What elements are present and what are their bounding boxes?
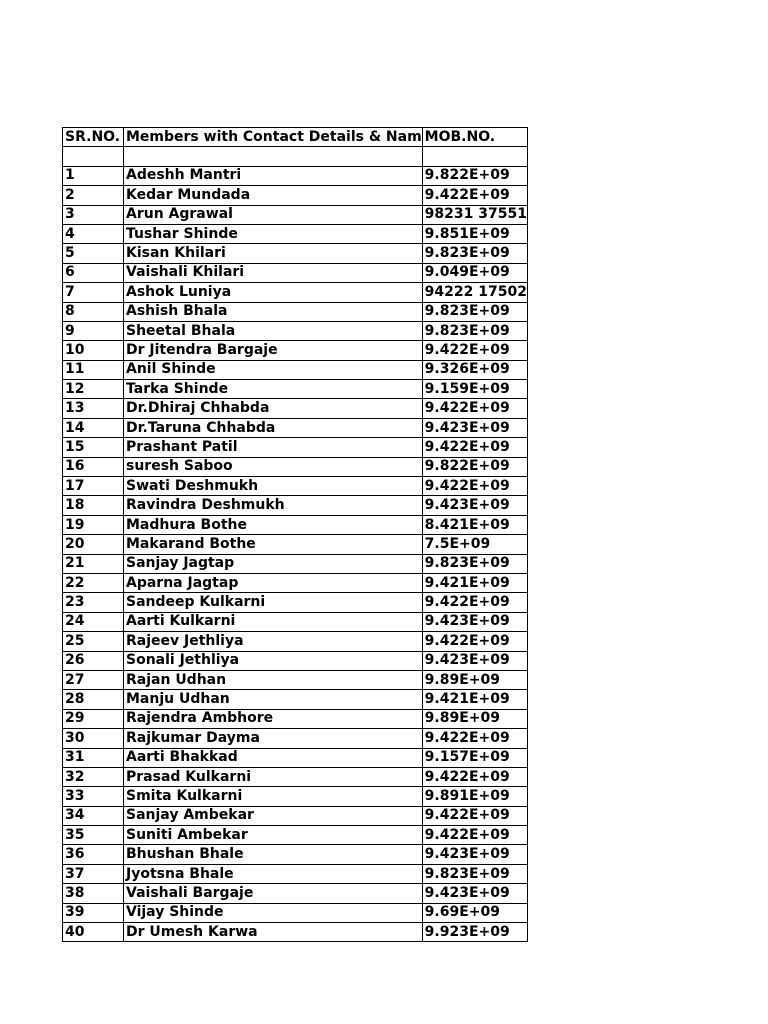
- table-row: [63, 418, 528, 437]
- mob-cell[interactable]: 9.423E+09: [422, 845, 527, 864]
- sr-cell[interactable]: 13: [63, 399, 124, 418]
- mob-cell[interactable]: 9.423E+09: [422, 884, 527, 903]
- mob-cell[interactable]: 9.823E+09: [422, 302, 527, 321]
- table-row: [63, 748, 528, 767]
- header-mob-no[interactable]: MOB.NO.: [422, 128, 527, 147]
- sr-cell[interactable]: 37: [63, 864, 124, 883]
- sr-cell[interactable]: 40: [63, 923, 124, 942]
- name-cell[interactable]: Kisan Khilari: [124, 244, 423, 263]
- name-cell[interactable]: Rajeev Jethliya: [124, 632, 423, 651]
- table-row: [63, 399, 528, 418]
- table-row: [63, 923, 528, 942]
- sr-cell[interactable]: 21: [63, 554, 124, 573]
- table-row: [63, 438, 528, 457]
- name-cell[interactable]: Ashok Luniya: [124, 283, 423, 302]
- table-row: [63, 360, 528, 379]
- sr-cell[interactable]: 2: [63, 186, 124, 205]
- mob-cell[interactable]: 9.422E+09: [422, 632, 527, 651]
- name-cell[interactable]: Rajendra Ambhore: [124, 709, 423, 728]
- member-contact-sheet: [62, 127, 528, 942]
- name-cell[interactable]: Aparna Jagtap: [124, 573, 423, 592]
- table-row: [63, 205, 528, 224]
- table-row: [63, 729, 528, 748]
- sr-cell[interactable]: 31: [63, 748, 124, 767]
- mob-cell[interactable]: 9.421E+09: [422, 690, 527, 709]
- mob-cell[interactable]: 7.5E+09: [422, 535, 527, 554]
- mob-cell[interactable]: 9.891E+09: [422, 787, 527, 806]
- table-row: [63, 496, 528, 515]
- table-row: [63, 903, 528, 922]
- table-row: [63, 477, 528, 496]
- table-row: [63, 283, 528, 302]
- table-row: [63, 302, 528, 321]
- table-row: [63, 224, 528, 243]
- name-cell[interactable]: Bhushan Bhale: [124, 845, 423, 864]
- table-row: [63, 554, 528, 573]
- table-row: [63, 186, 528, 205]
- sr-cell[interactable]: 29: [63, 709, 124, 728]
- table-row: [63, 612, 528, 631]
- mob-cell[interactable]: 9.923E+09: [422, 923, 527, 942]
- name-cell[interactable]: Anil Shinde: [124, 360, 423, 379]
- header-row: [63, 128, 528, 147]
- table-row: [63, 515, 528, 534]
- name-cell[interactable]: Smita Kulkarni: [124, 787, 423, 806]
- mob-cell[interactable]: 94222 17502: [422, 283, 527, 302]
- mob-cell[interactable]: 9.851E+09: [422, 224, 527, 243]
- table-row: [63, 380, 528, 399]
- sr-cell[interactable]: 16: [63, 457, 124, 476]
- table-row: [63, 787, 528, 806]
- sr-cell[interactable]: 12: [63, 380, 124, 399]
- mob-cell[interactable]: 9.423E+09: [422, 651, 527, 670]
- mob-cell[interactable]: 9.89E+09: [422, 670, 527, 689]
- table-row: [63, 341, 528, 360]
- mob-cell[interactable]: 9.421E+09: [422, 573, 527, 592]
- mob-cell[interactable]: 9.823E+09: [422, 321, 527, 340]
- table-row: [63, 864, 528, 883]
- header-members[interactable]: Members with Contact Details & Nam: [124, 128, 423, 147]
- sr-cell[interactable]: 3: [63, 205, 124, 224]
- name-cell[interactable]: Adeshh Mantri: [124, 166, 423, 185]
- name-cell[interactable]: Sanjay Jagtap: [124, 554, 423, 573]
- mob-cell[interactable]: 9.822E+09: [422, 166, 527, 185]
- empty-cell-members[interactable]: [124, 147, 423, 166]
- sr-cell[interactable]: 4: [63, 224, 124, 243]
- mob-cell[interactable]: 9.823E+09: [422, 244, 527, 263]
- mob-cell[interactable]: 9.157E+09: [422, 748, 527, 767]
- name-cell[interactable]: Sonali Jethliya: [124, 651, 423, 670]
- mob-cell[interactable]: 9.422E+09: [422, 341, 527, 360]
- sr-cell[interactable]: 17: [63, 477, 124, 496]
- sr-cell[interactable]: 1: [63, 166, 124, 185]
- mob-cell[interactable]: 9.89E+09: [422, 709, 527, 728]
- sr-cell[interactable]: 27: [63, 670, 124, 689]
- table-row: [63, 166, 528, 185]
- sr-cell[interactable]: 8: [63, 302, 124, 321]
- table-row: [63, 709, 528, 728]
- sr-cell[interactable]: 39: [63, 903, 124, 922]
- mob-cell[interactable]: 98231 37551: [422, 205, 527, 224]
- table-row: [63, 457, 528, 476]
- mob-cell[interactable]: 9.049E+09: [422, 263, 527, 282]
- mob-cell[interactable]: 9.422E+09: [422, 767, 527, 786]
- name-cell[interactable]: Ashish Bhala: [124, 302, 423, 321]
- name-cell[interactable]: Dr Jitendra Bargaje: [124, 341, 423, 360]
- sr-cell[interactable]: 30: [63, 729, 124, 748]
- name-cell[interactable]: Dr Umesh Karwa: [124, 923, 423, 942]
- sr-cell[interactable]: 20: [63, 535, 124, 554]
- name-cell[interactable]: Prasad Kulkarni: [124, 767, 423, 786]
- sr-cell[interactable]: 18: [63, 496, 124, 515]
- name-cell[interactable]: Aarti Bhakkad: [124, 748, 423, 767]
- table-row: [63, 767, 528, 786]
- sr-cell[interactable]: 38: [63, 884, 124, 903]
- sr-cell[interactable]: 25: [63, 632, 124, 651]
- name-cell[interactable]: Sandeep Kulkarni: [124, 593, 423, 612]
- mob-cell[interactable]: 9.422E+09: [422, 477, 527, 496]
- mob-cell[interactable]: 8.421E+09: [422, 515, 527, 534]
- name-cell[interactable]: Dr.Taruna Chhabda: [124, 418, 423, 437]
- member-table: [62, 127, 528, 942]
- table-row: [63, 263, 528, 282]
- name-cell[interactable]: Vaishali Khilari: [124, 263, 423, 282]
- sr-cell[interactable]: 9: [63, 321, 124, 340]
- name-cell[interactable]: Aarti Kulkarni: [124, 612, 423, 631]
- member-table-body: [63, 128, 528, 942]
- mob-cell[interactable]: 9.422E+09: [422, 593, 527, 612]
- table-row: [63, 535, 528, 554]
- mob-cell[interactable]: 9.823E+09: [422, 554, 527, 573]
- sr-cell[interactable]: 33: [63, 787, 124, 806]
- mob-cell[interactable]: 9.422E+09: [422, 806, 527, 825]
- name-cell[interactable]: Vijay Shinde: [124, 903, 423, 922]
- sr-cell[interactable]: 32: [63, 767, 124, 786]
- name-cell[interactable]: Sheetal Bhala: [124, 321, 423, 340]
- sr-cell[interactable]: 36: [63, 845, 124, 864]
- name-cell[interactable]: suresh Saboo: [124, 457, 423, 476]
- sr-cell[interactable]: 35: [63, 826, 124, 845]
- empty-row: [63, 147, 528, 166]
- name-cell[interactable]: Kedar Mundada: [124, 186, 423, 205]
- name-cell[interactable]: Tarka Shinde: [124, 380, 423, 399]
- sr-cell[interactable]: 5: [63, 244, 124, 263]
- name-cell[interactable]: Madhura Bothe: [124, 515, 423, 534]
- name-cell[interactable]: Rajan Udhan: [124, 670, 423, 689]
- mob-cell[interactable]: 9.423E+09: [422, 418, 527, 437]
- table-row: [63, 573, 528, 592]
- name-cell[interactable]: Tushar Shinde: [124, 224, 423, 243]
- sr-cell[interactable]: 24: [63, 612, 124, 631]
- name-cell[interactable]: Arun Agrawal: [124, 205, 423, 224]
- mob-cell[interactable]: 9.823E+09: [422, 864, 527, 883]
- empty-cell-mob[interactable]: [422, 147, 527, 166]
- table-row: [63, 670, 528, 689]
- mob-cell[interactable]: 9.69E+09: [422, 903, 527, 922]
- empty-cell-sr[interactable]: [63, 147, 124, 166]
- table-row: [63, 632, 528, 651]
- table-row: [63, 884, 528, 903]
- mob-cell[interactable]: 9.822E+09: [422, 457, 527, 476]
- name-cell[interactable]: Jyotsna Bhale: [124, 864, 423, 883]
- name-cell[interactable]: Dr.Dhiraj Chhabda: [124, 399, 423, 418]
- sr-cell[interactable]: 14: [63, 418, 124, 437]
- sr-cell[interactable]: 7: [63, 283, 124, 302]
- table-row: [63, 651, 528, 670]
- name-cell[interactable]: Swati Deshmukh: [124, 477, 423, 496]
- sr-cell[interactable]: 6: [63, 263, 124, 282]
- sr-cell[interactable]: 26: [63, 651, 124, 670]
- name-cell[interactable]: Vaishali Bargaje: [124, 884, 423, 903]
- name-cell[interactable]: Manju Udhan: [124, 690, 423, 709]
- mob-cell[interactable]: 9.423E+09: [422, 496, 527, 515]
- name-cell[interactable]: Rajkumar Dayma: [124, 729, 423, 748]
- sr-cell[interactable]: 10: [63, 341, 124, 360]
- table-row: [63, 593, 528, 612]
- mob-cell[interactable]: 9.422E+09: [422, 438, 527, 457]
- mob-cell[interactable]: 9.422E+09: [422, 399, 527, 418]
- name-cell[interactable]: Makarand Bothe: [124, 535, 423, 554]
- name-cell[interactable]: Sanjay Ambekar: [124, 806, 423, 825]
- name-cell[interactable]: Prashant Patil: [124, 438, 423, 457]
- sr-cell[interactable]: 19: [63, 515, 124, 534]
- sr-cell[interactable]: 11: [63, 360, 124, 379]
- name-cell[interactable]: Ravindra Deshmukh: [124, 496, 423, 515]
- sr-cell[interactable]: 23: [63, 593, 124, 612]
- mob-cell[interactable]: 9.326E+09: [422, 360, 527, 379]
- sr-cell[interactable]: 22: [63, 573, 124, 592]
- table-row: [63, 321, 528, 340]
- sr-cell[interactable]: 28: [63, 690, 124, 709]
- sr-cell[interactable]: 34: [63, 806, 124, 825]
- mob-cell[interactable]: 9.159E+09: [422, 380, 527, 399]
- table-row: [63, 244, 528, 263]
- table-row: [63, 690, 528, 709]
- table-row: [63, 826, 528, 845]
- header-sr-no[interactable]: SR.NO.: [63, 128, 124, 147]
- mob-cell[interactable]: 9.422E+09: [422, 186, 527, 205]
- mob-cell[interactable]: 9.422E+09: [422, 729, 527, 748]
- sr-cell[interactable]: 15: [63, 438, 124, 457]
- name-cell[interactable]: Suniti Ambekar: [124, 826, 423, 845]
- table-row: [63, 845, 528, 864]
- table-row: [63, 806, 528, 825]
- mob-cell[interactable]: 9.422E+09: [422, 826, 527, 845]
- mob-cell[interactable]: 9.423E+09: [422, 612, 527, 631]
